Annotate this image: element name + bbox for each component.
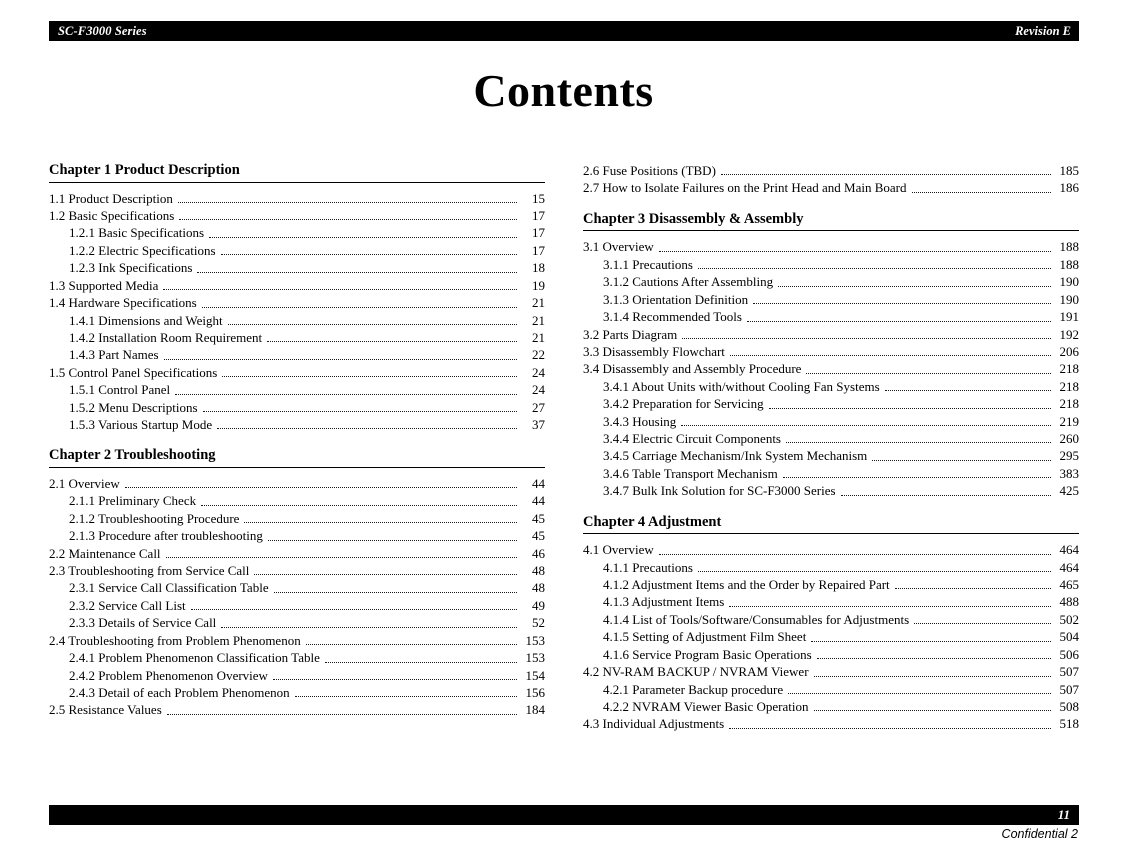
toc-entry-page: 383 xyxy=(1059,465,1079,481)
toc-entry[interactable] xyxy=(583,611,1079,628)
toc-entry[interactable] xyxy=(583,559,1079,576)
toc-entry-page: 425 xyxy=(1059,483,1079,499)
toc-entry-page: 45 xyxy=(532,510,545,526)
toc-entry[interactable] xyxy=(49,381,545,398)
toc-entry-label: 3.4.3 Housing xyxy=(603,413,677,429)
toc-entry-label: 3.4.1 About Units with/without Cooling Fan Systems xyxy=(603,378,880,394)
toc-entry-label: 1.5.2 Menu Descriptions xyxy=(69,399,198,415)
toc-entry[interactable] xyxy=(583,576,1079,593)
toc-entry-page: 188 xyxy=(1059,256,1079,272)
toc-leader-dots xyxy=(209,236,517,238)
toc-entry-label: 2.4.2 Problem Phenomenon Overview xyxy=(69,667,268,683)
toc-entry-page: 21 xyxy=(532,329,545,345)
toc-entry-label: 3.4.2 Preparation for Servicing xyxy=(603,396,764,412)
toc-leader-dots xyxy=(811,640,1051,642)
toc-leader-dots xyxy=(274,591,517,593)
toc-column-left xyxy=(49,162,545,733)
confidential-notice: Confidential 2 xyxy=(1001,827,1078,841)
toc-chapter-heading[interactable]: Chapter 3 Disassembly & Assembly xyxy=(583,211,1079,232)
toc-entry-label: 1.4.2 Installation Room Requirement xyxy=(69,329,263,345)
toc-entry-page: 156 xyxy=(525,684,545,700)
toc-leader-dots xyxy=(254,573,517,575)
toc-entry-page: 44 xyxy=(532,493,545,509)
toc-entry[interactable] xyxy=(583,256,1079,273)
toc-entry-page: 48 xyxy=(532,580,545,596)
toc-entry[interactable] xyxy=(49,329,545,346)
toc-entry[interactable] xyxy=(49,399,545,416)
toc-leader-dots xyxy=(202,306,517,308)
toc-entry-page: 46 xyxy=(532,545,545,561)
toc-entry-page: 49 xyxy=(532,597,545,613)
toc-entry[interactable] xyxy=(583,343,1079,360)
toc-entry-label: 3.4.5 Carriage Mechanism/Ink System Mechanism xyxy=(603,448,868,464)
toc-entry[interactable] xyxy=(583,308,1079,325)
toc-entry-label: 1.2 Basic Specifications xyxy=(49,208,175,224)
toc-leader-dots xyxy=(682,337,1051,339)
toc-leader-dots xyxy=(167,713,517,715)
toc-entry-page: 295 xyxy=(1059,448,1079,464)
toc-leader-dots xyxy=(814,675,1051,677)
toc-entry-page: 44 xyxy=(532,476,545,492)
toc-entry[interactable] xyxy=(49,597,545,614)
toc-leader-dots xyxy=(179,218,517,220)
toc-entry-page: 17 xyxy=(532,225,545,241)
toc-entry-label: 4.1.3 Adjustment Items xyxy=(603,594,725,610)
header-revision: Revision E xyxy=(1015,23,1071,38)
toc-entry-label: 2.4.3 Detail of each Problem Phenomenon xyxy=(69,684,290,700)
toc-leader-dots xyxy=(175,393,517,395)
toc-leader-dots xyxy=(222,375,517,377)
toc-columns xyxy=(49,162,1079,733)
toc-leader-dots xyxy=(659,250,1051,252)
toc-leader-dots xyxy=(306,643,517,645)
toc-leader-dots xyxy=(814,709,1052,711)
toc-entry-label: 3.1.3 Orientation Definition xyxy=(603,291,749,307)
toc-entry[interactable] xyxy=(583,413,1079,430)
toc-leader-dots xyxy=(730,354,1051,356)
toc-entry-label: 2.1 Overview xyxy=(49,476,120,492)
toc-entry-page: 488 xyxy=(1059,594,1079,610)
toc-leader-dots xyxy=(729,605,1051,607)
footer-page-number: 11 xyxy=(1057,807,1070,822)
toc-entry-label: 3.4.7 Bulk Ink Solution for SC-F3000 Series xyxy=(603,483,836,499)
toc-entry-page: 218 xyxy=(1059,396,1079,412)
toc-entry-page: 184 xyxy=(525,702,545,718)
toc-chapter-heading[interactable]: Chapter 2 Troubleshooting xyxy=(49,447,545,468)
toc-entry-label: 4.1.5 Setting of Adjustment Film Sheet xyxy=(603,629,807,645)
toc-entry[interactable] xyxy=(49,579,545,596)
toc-entry[interactable] xyxy=(49,475,545,492)
toc-entry-label: 3.1.1 Precautions xyxy=(603,256,693,272)
toc-entry-label: 4.2.2 NVRAM Viewer Basic Operation xyxy=(603,698,809,714)
toc-entry-page: 218 xyxy=(1059,378,1079,394)
toc-entry[interactable] xyxy=(583,360,1079,377)
toc-entry-page: 219 xyxy=(1059,413,1079,429)
toc-entry[interactable] xyxy=(49,614,545,631)
toc-leader-dots xyxy=(244,521,517,523)
toc-entry[interactable] xyxy=(583,378,1079,395)
toc-entry-label: 4.3 Individual Adjustments xyxy=(583,716,725,732)
toc-entry[interactable] xyxy=(583,465,1079,482)
toc-entry-page: 464 xyxy=(1059,559,1079,575)
toc-entry-label: 3.1.2 Cautions After Assembling xyxy=(603,274,774,290)
toc-leader-dots xyxy=(267,340,517,342)
toc-entry-page: 260 xyxy=(1059,430,1079,446)
toc-entry[interactable] xyxy=(49,242,545,259)
toc-entry-page: 507 xyxy=(1059,664,1079,680)
toc-leader-dots xyxy=(221,253,517,255)
toc-entry-label: 3.2 Parts Diagram xyxy=(583,326,678,342)
toc-entry-label: 4.1.2 Adjustment Items and the Order by Repaired Part xyxy=(603,577,890,593)
toc-entry-label: 1.5.3 Various Startup Mode xyxy=(69,416,213,432)
toc-entry[interactable] xyxy=(583,646,1079,663)
toc-entry-page: 188 xyxy=(1059,239,1079,255)
toc-entry-page: 502 xyxy=(1059,611,1079,627)
toc-entry-label: 4.1.1 Precautions xyxy=(603,559,693,575)
toc-leader-dots xyxy=(698,267,1051,269)
toc-leader-dots xyxy=(228,323,517,325)
toc-leader-dots xyxy=(753,302,1051,304)
toc-entry-label: 3.3 Disassembly Flowchart xyxy=(583,343,725,359)
toc-entry-label: 2.3.3 Details of Service Call xyxy=(69,615,217,631)
toc-entry-page: 206 xyxy=(1059,343,1079,359)
toc-entry-page: 19 xyxy=(532,277,545,293)
toc-entry-label: 2.1.2 Troubleshooting Procedure xyxy=(69,510,240,526)
toc-entry-label: 2.4.1 Problem Phenomenon Classification Table xyxy=(69,650,320,666)
toc-entry-label: 4.1 Overview xyxy=(583,542,654,558)
toc-chapter-heading[interactable]: Chapter 1 Product Description xyxy=(49,162,545,183)
toc-leader-dots xyxy=(295,695,517,697)
toc-entry[interactable] xyxy=(583,179,1079,196)
toc-entry-page: 186 xyxy=(1059,180,1079,196)
toc-leader-dots xyxy=(841,494,1051,496)
toc-entry-page: 153 xyxy=(525,632,545,648)
toc-entry[interactable] xyxy=(49,259,545,276)
toc-leader-dots xyxy=(783,476,1051,478)
toc-entry-label: 1.4 Hardware Specifications xyxy=(49,295,197,311)
toc-entry[interactable] xyxy=(583,291,1079,308)
toc-entry[interactable] xyxy=(583,162,1079,179)
toc-entry-label: 2.7 How to Isolate Failures on the Print Head and Main Board xyxy=(583,180,907,196)
toc-entry[interactable] xyxy=(583,482,1079,499)
toc-entry[interactable] xyxy=(49,545,545,562)
toc-entry-label: 4.1.6 Service Program Basic Operations xyxy=(603,646,812,662)
toc-leader-dots xyxy=(197,271,517,273)
toc-entry-page: 22 xyxy=(532,347,545,363)
toc-entry[interactable] xyxy=(49,649,545,666)
toc-leader-dots xyxy=(325,661,517,663)
toc-leader-dots xyxy=(788,692,1051,694)
toc-leader-dots xyxy=(164,358,517,360)
toc-entry[interactable] xyxy=(49,294,545,311)
header-product-name: SC-F3000 Series xyxy=(58,23,147,38)
toc-entry[interactable] xyxy=(583,681,1079,698)
toc-entry[interactable] xyxy=(49,207,545,224)
toc-leader-dots xyxy=(729,727,1051,729)
toc-entry[interactable] xyxy=(583,698,1079,715)
toc-leader-dots xyxy=(268,539,517,541)
toc-leader-dots xyxy=(659,553,1051,555)
toc-entry-label: 2.6 Fuse Positions (TBD) xyxy=(583,163,716,178)
toc-leader-dots xyxy=(895,587,1051,589)
toc-entry[interactable] xyxy=(49,701,545,718)
toc-entry-page: 192 xyxy=(1059,326,1079,342)
toc-leader-dots xyxy=(778,285,1051,287)
toc-entry[interactable] xyxy=(49,364,545,381)
toc-entry[interactable] xyxy=(583,593,1079,610)
toc-entry-page: 190 xyxy=(1059,274,1079,290)
toc-entry[interactable] xyxy=(583,715,1079,732)
toc-entry-label: 1.1 Product Description xyxy=(49,190,173,206)
toc-leader-dots xyxy=(747,320,1051,322)
toc-entry-label: 1.2.1 Basic Specifications xyxy=(69,225,205,241)
toc-entry-label: 2.4 Troubleshooting from Problem Phenomenon xyxy=(49,632,301,648)
toc-entry-label: 2.1.1 Preliminary Check xyxy=(69,493,197,509)
toc-entry-label: 3.4.4 Electric Circuit Components xyxy=(603,430,781,446)
toc-entry[interactable] xyxy=(49,190,545,207)
toc-entry-label: 2.5 Resistance Values xyxy=(49,702,162,718)
toc-entry-label: 1.5.1 Control Panel xyxy=(69,382,171,398)
toc-entry-page: 24 xyxy=(532,364,545,380)
toc-entry-label: 2.3.1 Service Call Classification Table xyxy=(69,580,269,596)
toc-entry[interactable] xyxy=(49,684,545,701)
toc-entry[interactable] xyxy=(49,667,545,684)
toc-entry-label: 4.1.4 List of Tools/Software/Consumables for Adjustments xyxy=(603,611,910,627)
toc-entry-page: 37 xyxy=(532,416,545,432)
toc-entry[interactable] xyxy=(49,632,545,649)
toc-entry-label: 1.3 Supported Media xyxy=(49,277,159,293)
toc-leader-dots xyxy=(681,424,1051,426)
toc-entry[interactable] xyxy=(49,224,545,241)
toc-entry-label: 4.2.1 Parameter Backup procedure xyxy=(603,681,784,697)
toc-entry-page: 465 xyxy=(1059,577,1079,593)
page-title: Contents xyxy=(473,65,654,116)
toc-entry[interactable] xyxy=(49,346,545,363)
toc-leader-dots xyxy=(806,372,1051,374)
toc-entry-page: 518 xyxy=(1059,716,1079,732)
toc-entry-page: 507 xyxy=(1059,681,1079,697)
toc-leader-dots xyxy=(125,486,517,488)
toc-entry-page: 18 xyxy=(532,260,545,276)
toc-entry-label: 1.4.1 Dimensions and Weight xyxy=(69,312,223,328)
toc-entry-page: 185 xyxy=(1059,163,1079,178)
toc-entry-label: 1.2.2 Electric Specifications xyxy=(69,242,216,258)
toc-entry-label: 1.2.3 Ink Specifications xyxy=(69,260,193,276)
toc-leader-dots xyxy=(221,626,517,628)
toc-entry-page: 153 xyxy=(525,650,545,666)
toc-leader-dots xyxy=(203,410,517,412)
toc-entry[interactable] xyxy=(583,663,1079,680)
toc-entry[interactable] xyxy=(583,541,1079,558)
toc-leader-dots xyxy=(817,657,1051,659)
toc-leader-dots xyxy=(217,427,517,429)
toc-leader-dots xyxy=(178,201,517,203)
toc-entry-page: 48 xyxy=(532,563,545,579)
toc-entry[interactable] xyxy=(583,447,1079,464)
toc-leader-dots xyxy=(273,678,517,680)
toc-leader-dots xyxy=(885,389,1051,391)
toc-entry-page: 508 xyxy=(1059,698,1079,714)
toc-leader-dots xyxy=(872,459,1051,461)
toc-entry[interactable] xyxy=(583,430,1079,447)
toc-leader-dots xyxy=(698,570,1051,572)
toc-entry-label: 3.1 Overview xyxy=(583,239,654,255)
toc-entry[interactable] xyxy=(49,510,545,527)
toc-entry[interactable] xyxy=(583,395,1079,412)
toc-entry-label: 3.1.4 Recommended Tools xyxy=(603,309,742,325)
toc-leader-dots xyxy=(191,608,517,610)
toc-entry-page: 45 xyxy=(532,528,545,544)
toc-entry-page: 464 xyxy=(1059,542,1079,558)
toc-chapter-heading[interactable]: Chapter 4 Adjustment xyxy=(583,514,1079,535)
toc-leader-dots xyxy=(166,556,517,558)
toc-entry-page: 218 xyxy=(1059,361,1079,377)
toc-entry-page: 15 xyxy=(532,190,545,206)
toc-entry-page: 17 xyxy=(532,208,545,224)
toc-entry-page: 17 xyxy=(532,242,545,258)
toc-leader-dots xyxy=(769,407,1051,409)
toc-entry[interactable] xyxy=(49,492,545,509)
toc-entry-label: 2.3 Troubleshooting from Service Call xyxy=(49,563,250,579)
toc-entry[interactable] xyxy=(583,238,1079,255)
page-header-bar xyxy=(49,21,1079,41)
toc-entry[interactable] xyxy=(49,277,545,294)
toc-entry[interactable] xyxy=(49,562,545,579)
toc-entry-page: 21 xyxy=(532,295,545,311)
toc-entry-label: 4.2 NV-RAM BACKUP / NVRAM Viewer xyxy=(583,664,809,680)
toc-entry-page: 504 xyxy=(1059,629,1079,645)
toc-entry-label: 3.4.6 Table Transport Mechanism xyxy=(603,465,778,481)
toc-entry[interactable] xyxy=(49,416,545,433)
toc-entry[interactable] xyxy=(583,628,1079,645)
toc-entry[interactable] xyxy=(583,273,1079,290)
toc-entry-label: 3.4 Disassembly and Assembly Procedure xyxy=(583,361,802,377)
toc-entry-page: 190 xyxy=(1059,291,1079,307)
toc-entry-label: 2.3.2 Service Call List xyxy=(69,597,186,613)
page-footer-bar xyxy=(49,805,1079,825)
toc-entry-page: 506 xyxy=(1059,646,1079,662)
toc-entry-label: 1.4.3 Part Names xyxy=(69,347,159,363)
toc-entry-page: 21 xyxy=(532,312,545,328)
toc-entry-label: 1.5 Control Panel Specifications xyxy=(49,364,218,380)
toc-entry-page: 27 xyxy=(532,399,545,415)
toc-entry-label: 2.1.3 Procedure after troubleshooting xyxy=(69,528,263,544)
toc-leader-dots xyxy=(201,504,517,506)
toc-entry[interactable] xyxy=(49,312,545,329)
toc-leader-dots xyxy=(912,191,1052,193)
toc-entry-label: 2.2 Maintenance Call xyxy=(49,545,161,561)
toc-leader-dots xyxy=(914,622,1051,624)
toc-column-right xyxy=(583,162,1079,733)
toc-entry-page: 191 xyxy=(1059,309,1079,325)
toc-leader-dots xyxy=(721,173,1051,175)
toc-leader-dots xyxy=(786,441,1051,443)
toc-entry-page: 52 xyxy=(532,615,545,631)
toc-entry[interactable] xyxy=(49,527,545,544)
toc-entry-page: 154 xyxy=(525,667,545,683)
toc-entry[interactable] xyxy=(583,326,1079,343)
toc-entry-page: 24 xyxy=(532,382,545,398)
toc-leader-dots xyxy=(163,288,517,290)
